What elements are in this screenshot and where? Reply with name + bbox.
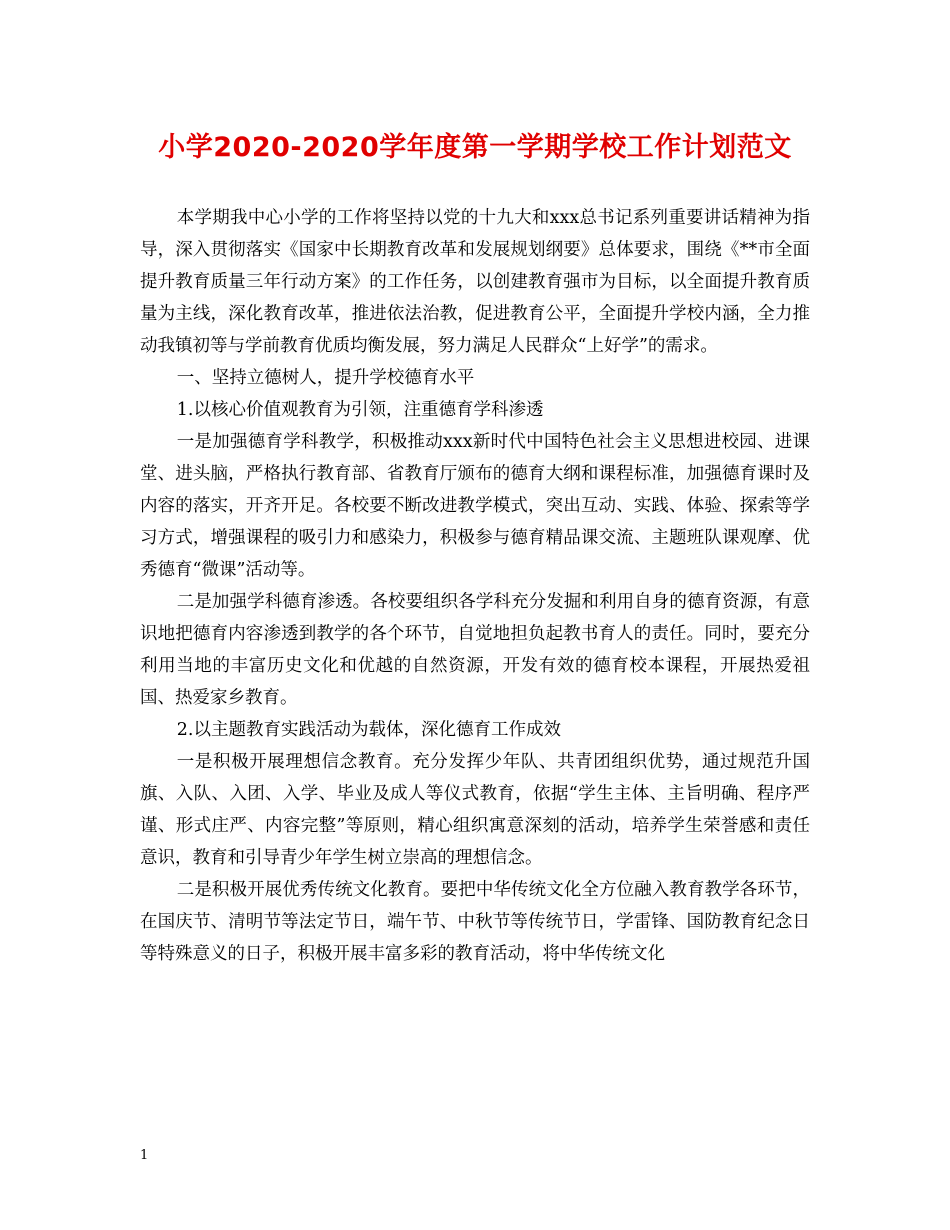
document-body	[140, 202, 810, 970]
subsection-heading-1-1: 1.以核心价值观教育为引领，注重德育学科渗透	[176, 400, 544, 420]
paragraph: 二是积极开展优秀传统文化教育。要把中华传统文化全方位融入教育教学各环节，在国庆节、清明节等法定节日，端午节、中秋节等传统节日，学雷锋、国防教育纪念日等特殊意义的日子，积极开展丰富多彩的教育活动，将中华传统文化	[140, 880, 810, 964]
section-heading-1: 一、坚持立德树人，提升学校德育水平	[176, 368, 475, 388]
document-title: 小学2020-2020学年度第一学期学校工作计划范文	[158, 132, 792, 163]
paragraph: 一是加强德育学科教学，积极推动xxx新时代中国特色社会主义思想进校园、进课堂、进头脑，严格执行教育部、省教育厅颁布的德育大纲和课程标准，加强德育课时及内容的落实，开齐开足。各校要不断改进教学模式，突出互动、实践、体验、探索等学习方式，增强课程的吸引力和感染力，积极参与德育精品课交流、主题班队课观摩、优秀德育“微课”活动等。	[140, 432, 810, 580]
paragraph: 一是积极开展理想信念教育。充分发挥少年队、共青团组织优势，通过规范升国旗、入队、入团、入学、毕业及成人等仪式教育，依据“学生主体、主旨明确、程序严谨、形式庄严、内容完整”等原则，精心组织寓意深刻的活动，培养学生荣誉感和责任意识，教育和引导青少年学生树立崇高的理想信念。	[140, 752, 810, 868]
page-number: 1	[140, 1148, 149, 1163]
subsection-heading-1-2: 2.以主题教育实践活动为载体，深化德育工作成效	[176, 720, 561, 740]
paragraph-intro: 本学期我中心小学的工作将坚持以党的十九大和xxx总书记系列重要讲话精神为指导，深入贯彻落实《国家中长期教育改革和发展规划纲要》总体要求，围绕《**市全面提升教育质量三年行动方案》的工作任务，以创建教育强市为目标，以全面提升教育质量为主线，深化教育改革，推进依法治教，促进教育公平，全面提升学校内涵，全力推动我镇初等与学前教育优质均衡发展，努力满足人民群众“上好学”的需求。	[140, 208, 810, 356]
paragraph: 二是加强学科德育渗透。各校要组织各学科充分发掘和利用自身的德育资源，有意识地把德育内容渗透到教学的各个环节，自觉地担负起教书育人的责任。同时，要充分利用当地的丰富历史文化和优越的自然资源，开发有效的德育校本课程，开展热爱祖国、热爱家乡教育。	[140, 592, 810, 708]
